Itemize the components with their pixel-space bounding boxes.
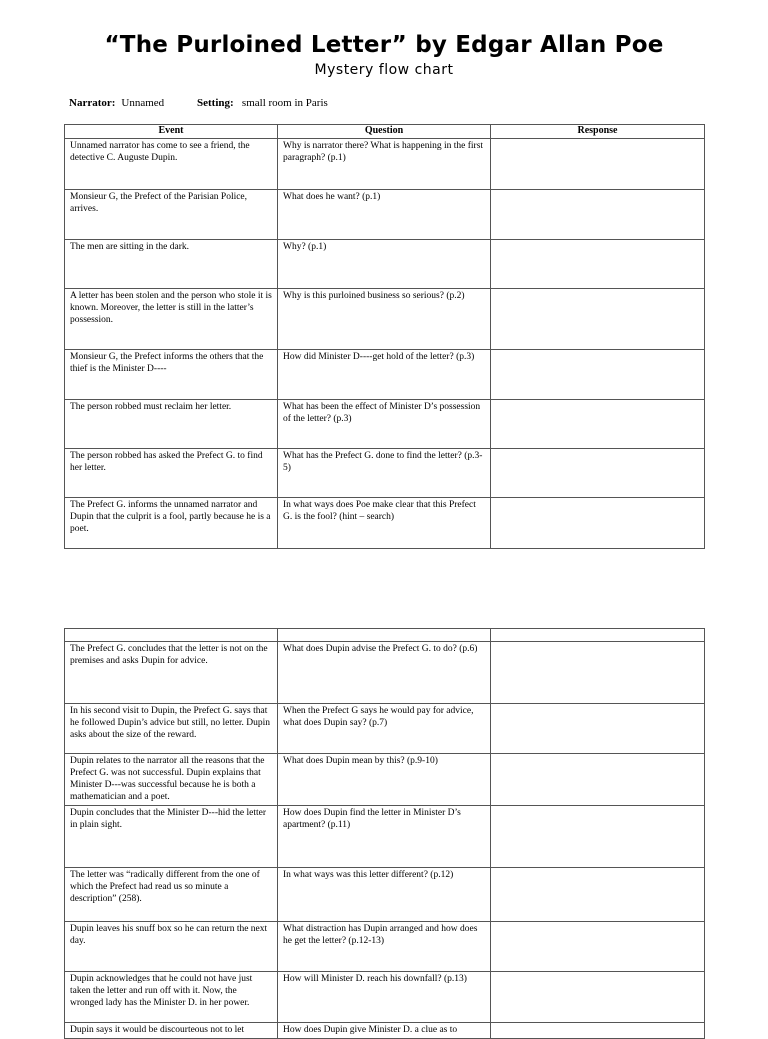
event-cell: In his second visit to Dupin, the Prefect G. says that he followed Dupin’s advice but still, no letter. Dupin asks about the size of the reward. (65, 704, 278, 754)
question-header: Question (278, 125, 491, 139)
table-row (65, 350, 705, 400)
response-cell[interactable] (491, 190, 705, 240)
header-row-blank (65, 629, 705, 642)
question-cell: What has been the effect of Minister D’s possession of the letter? (p.3) (278, 400, 491, 449)
table-row (65, 1023, 705, 1039)
response-cell[interactable] (491, 1023, 705, 1039)
response-cell[interactable] (491, 498, 705, 549)
question-cell: What does Dupin advise the Prefect G. to do? (p.6) (278, 642, 491, 704)
table-row (65, 704, 705, 754)
question-cell: How will Minister D. reach his downfall? (p.13) (278, 972, 491, 1023)
event-cell: Dupin says it would be discourteous not to let (65, 1023, 278, 1039)
response-cell[interactable] (491, 868, 705, 922)
table-row (65, 240, 705, 289)
response-cell[interactable] (491, 350, 705, 400)
event-cell: Dupin acknowledges that he could not have just taken the letter and run off with it. Now, the wronged lady has the Minister D. in her power. (65, 972, 278, 1023)
response-cell[interactable] (491, 400, 705, 449)
event-cell: Unnamed narrator has come to see a friend, the detective C. Auguste Dupin. (65, 139, 278, 190)
event-cell: Dupin leaves his snuff box so he can return the next day. (65, 922, 278, 972)
narrator-value: Unnamed (121, 97, 165, 109)
table-row (65, 922, 705, 972)
event-cell: The letter was “radically different from the one of which the Prefect had read us so minute a description” (258). (65, 868, 278, 922)
setting-label: Setting: (197, 97, 234, 109)
response-cell[interactable] (491, 642, 705, 704)
flow-chart-table-page-2 (64, 628, 705, 1039)
narrator-label: Narrator: (69, 97, 116, 109)
event-cell: Monsieur G, the Prefect informs the others that the thief is the Minister D---- (65, 350, 278, 400)
question-cell: Why is this purloined business so serious? (p.2) (278, 289, 491, 350)
question-cell: Why is narrator there? What is happening in the first paragraph? (p.1) (278, 139, 491, 190)
response-cell[interactable] (491, 922, 705, 972)
response-cell[interactable] (491, 240, 705, 289)
event-cell: The person robbed must reclaim her letter. (65, 400, 278, 449)
setting-group (197, 97, 328, 109)
story-meta (69, 97, 328, 109)
table-row (65, 190, 705, 240)
table-row (65, 972, 705, 1023)
table-row (65, 806, 705, 868)
question-cell: What does he want? (p.1) (278, 190, 491, 240)
question-cell: What does Dupin mean by this? (p.9-10) (278, 754, 491, 806)
table-row (65, 289, 705, 350)
setting-value: small room in Paris (241, 97, 328, 109)
table-row (65, 400, 705, 449)
document-title: “The Purloined Letter” by Edgar Allan Poe (104, 32, 664, 58)
question-cell: In what ways was this letter different? (p.12) (278, 868, 491, 922)
question-cell: Why? (p.1) (278, 240, 491, 289)
blank-header-cell (491, 629, 705, 642)
question-cell: When the Prefect G says he would pay for advice, what does Dupin say? (p.7) (278, 704, 491, 754)
event-cell: The Prefect G. informs the unnamed narrator and Dupin that the culprit is a fool, partly because he is a poet. (65, 498, 278, 549)
document-subtitle: Mystery flow chart (314, 62, 454, 78)
question-cell: In what ways does Poe make clear that this Prefect G. is the fool? (hint – search) (278, 498, 491, 549)
event-cell: Dupin relates to the narrator all the reasons that the Prefect G. was not successful. Dupin explains that Minister D---was successful because he is both a mathematician and a poet. (65, 754, 278, 806)
table-row (65, 754, 705, 806)
event-cell: The men are sitting in the dark. (65, 240, 278, 289)
question-cell: How does Dupin find the letter in Minister D’s apartment? (p.11) (278, 806, 491, 868)
event-cell: The Prefect G. concludes that the letter is not on the premises and asks Dupin for advice. (65, 642, 278, 704)
event-cell: Dupin concludes that the Minister D---hid the letter in plain sight. (65, 806, 278, 868)
question-cell: What has the Prefect G. done to find the letter? (p.3-5) (278, 449, 491, 498)
question-cell: What distraction has Dupin arranged and how does he get the letter? (p.12-13) (278, 922, 491, 972)
table-row (65, 642, 705, 704)
header-row (65, 125, 705, 139)
response-cell[interactable] (491, 139, 705, 190)
table-row (65, 139, 705, 190)
event-cell: Monsieur G, the Prefect of the Parisian Police, arrives. (65, 190, 278, 240)
table-row (65, 449, 705, 498)
event-header: Event (65, 125, 278, 139)
event-cell: The person robbed has asked the Prefect G. to find her letter. (65, 449, 278, 498)
response-cell[interactable] (491, 806, 705, 868)
response-cell[interactable] (491, 972, 705, 1023)
flow-chart-table-page-1 (64, 124, 705, 549)
response-cell[interactable] (491, 289, 705, 350)
table-row (65, 498, 705, 549)
event-cell: A letter has been stolen and the person who stole it is known. Moreover, the letter is still in the latter’s possession. (65, 289, 278, 350)
response-header: Response (491, 125, 705, 139)
response-cell[interactable] (491, 449, 705, 498)
blank-header-cell (65, 629, 278, 642)
question-cell: How did Minister D----get hold of the letter? (p.3) (278, 350, 491, 400)
response-cell[interactable] (491, 754, 705, 806)
table-row (65, 868, 705, 922)
response-cell[interactable] (491, 704, 705, 754)
blank-header-cell (278, 629, 491, 642)
question-cell: How does Dupin give Minister D. a clue as to (278, 1023, 491, 1039)
